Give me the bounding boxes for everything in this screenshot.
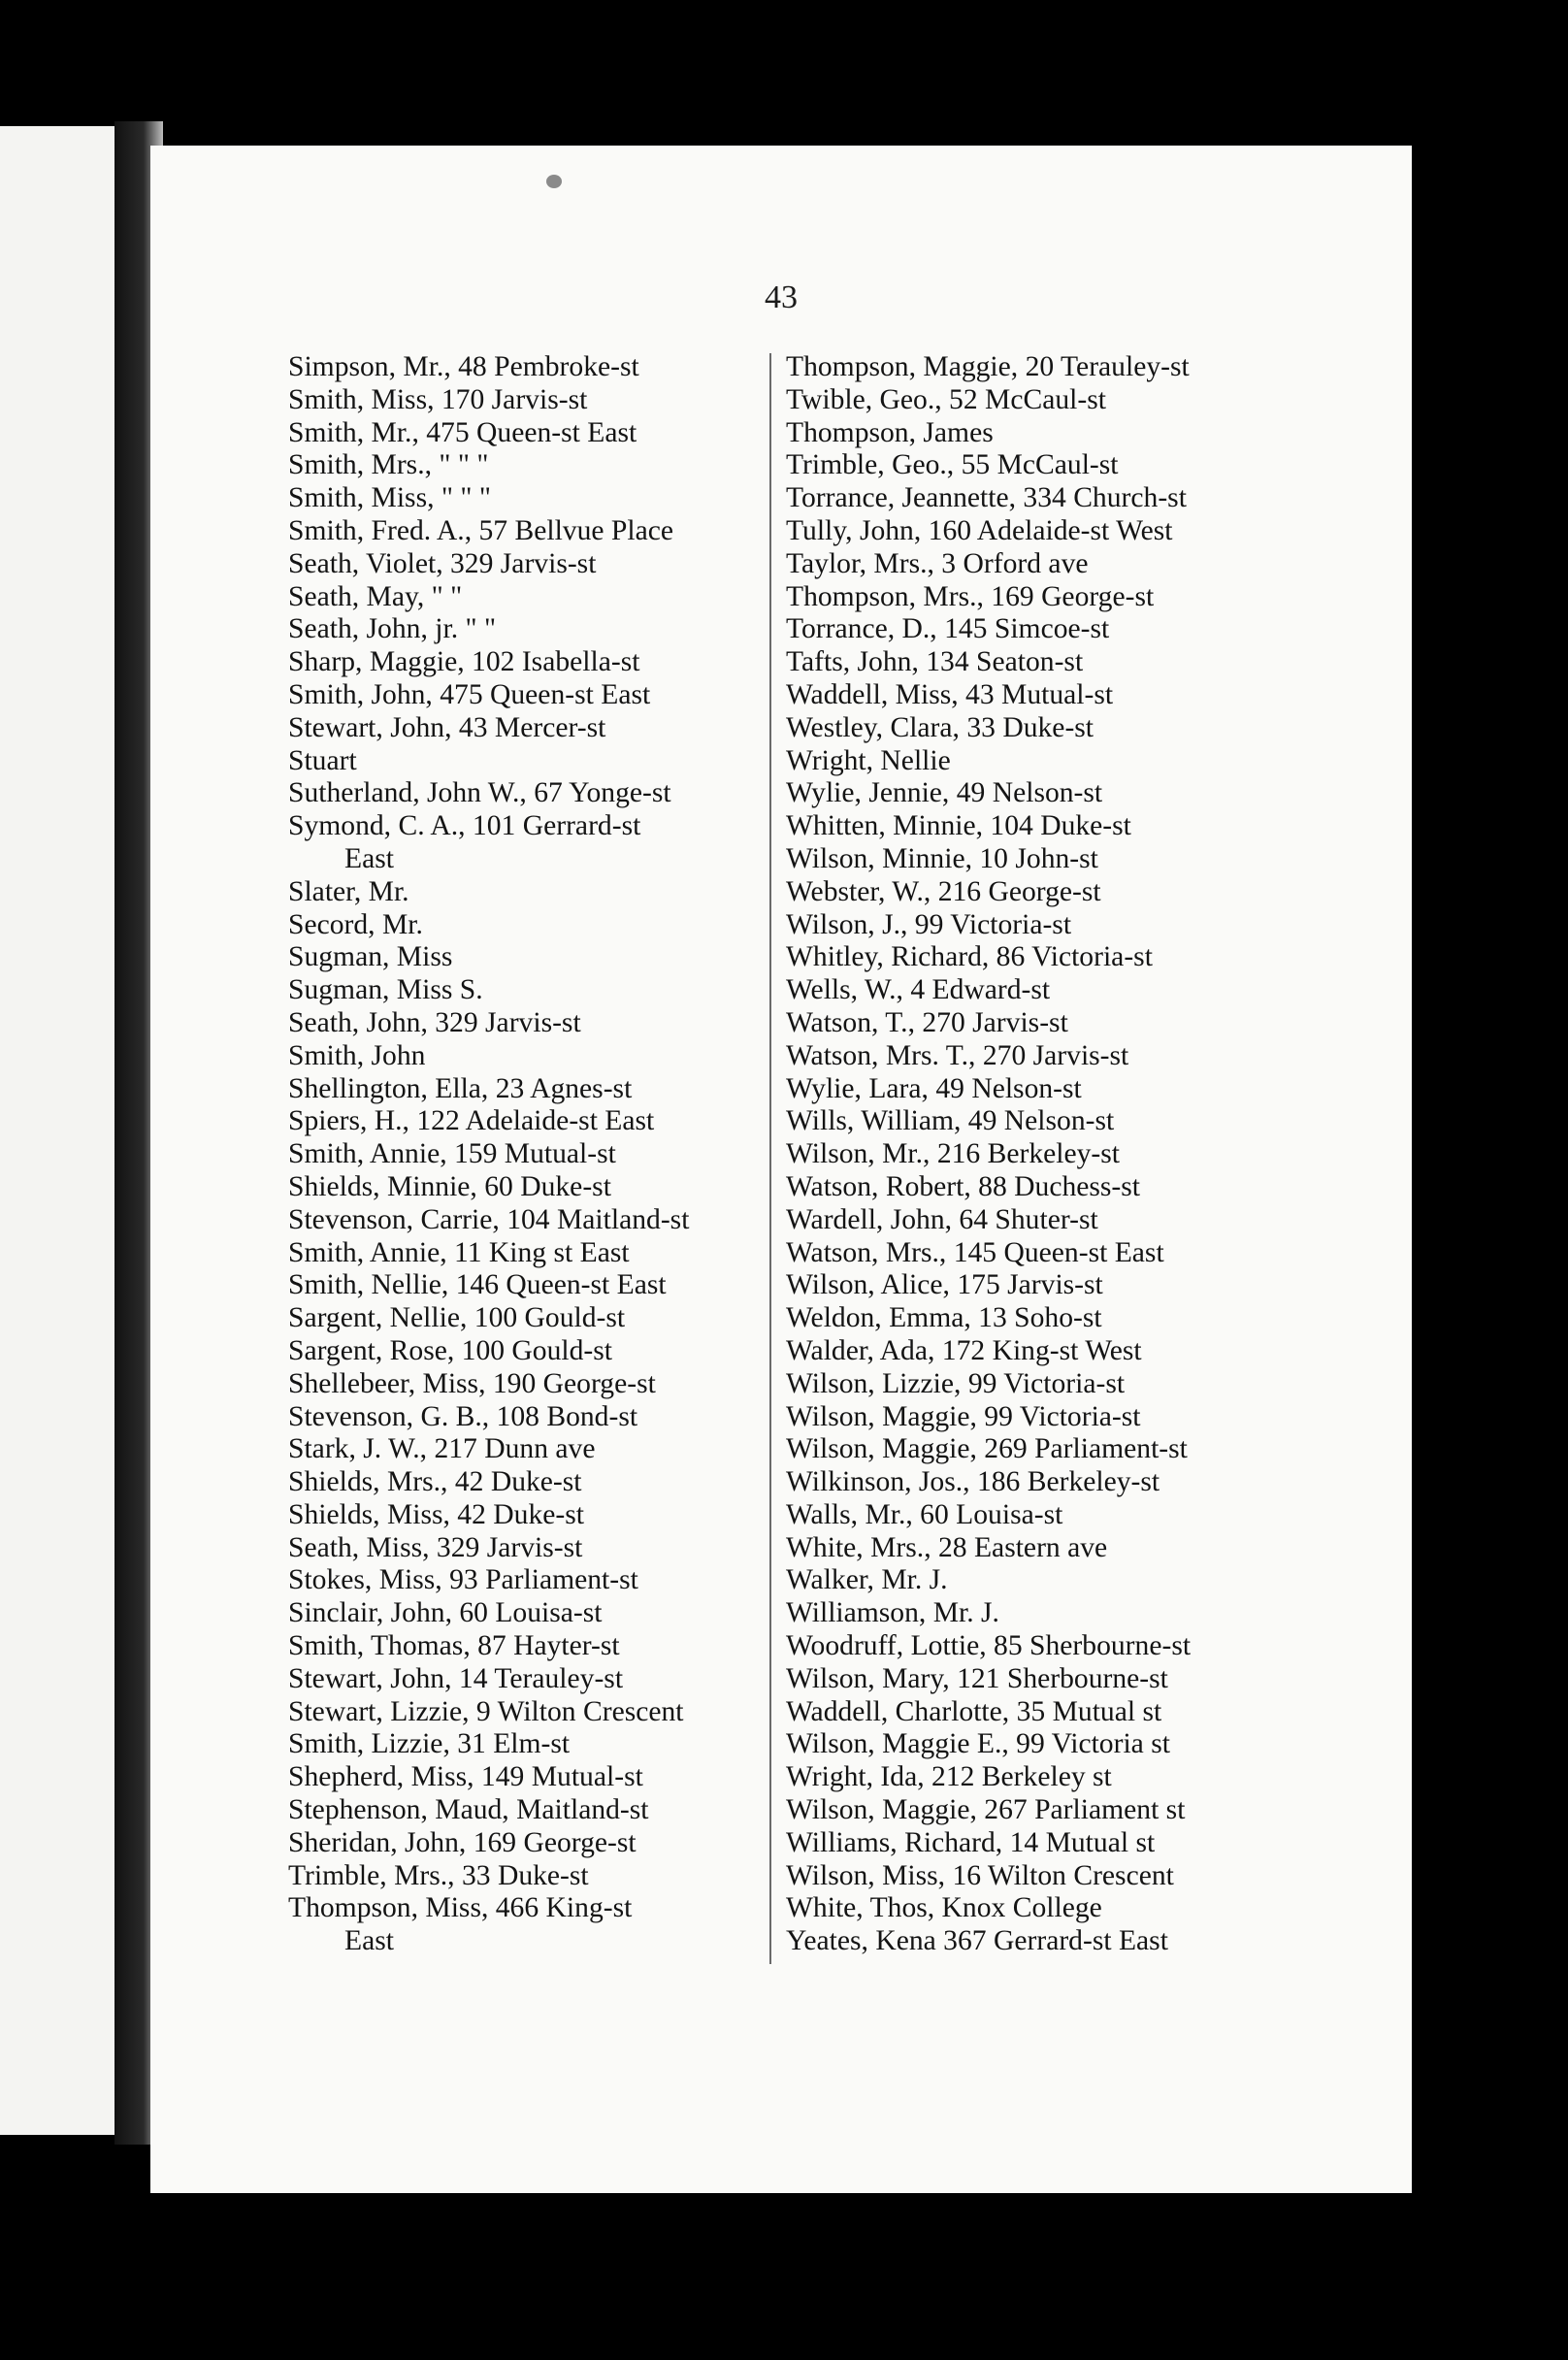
directory-entry: Wilson, J., 99 Victoria-st (786, 908, 1072, 940)
ink-smudge (546, 175, 562, 188)
directory-entry: Stokes, Miss, 93 Parliament-st (288, 1564, 638, 1596)
directory-entry: Wilson, Maggie, 99 Victoria-st (786, 1400, 1141, 1432)
directory-entry: Williamson, Mr. J. (786, 1597, 999, 1629)
directory-entry: Stewart, John, 43 Mercer-st (288, 711, 606, 743)
directory-entry: Stewart, John, 14 Terauley-st (288, 1662, 624, 1694)
directory-entry: Sargent, Nellie, 100 Gould-st (288, 1302, 626, 1334)
directory-entry: Wills, William, 49 Nelson-st (786, 1105, 1115, 1137)
directory-entry: Tully, John, 160 Adelaide-st West (786, 514, 1173, 546)
directory-entry: Sugman, Miss S. (288, 974, 483, 1006)
directory-entry: Smith, Nellie, 146 Queen-st East (288, 1269, 667, 1301)
directory-entry: Watson, T., 270 Jarvis-st (786, 1006, 1068, 1038)
directory-entry: Stuart (288, 744, 357, 776)
directory-entry: Watson, Mrs. T., 270 Jarvis-st (786, 1039, 1129, 1071)
directory-entry: Seath, John, jr. " " (288, 613, 497, 645)
directory-entry: Wilson, Miss, 16 Wilton Crescent (786, 1859, 1174, 1891)
directory-entry: Wright, Nellie (786, 744, 951, 776)
directory-entry: Smith, Mr., 475 Queen-st East (288, 416, 637, 448)
directory-entry: Sharp, Maggie, 102 Isabella-st (288, 646, 640, 678)
right-column (786, 351, 1417, 1958)
directory-entry: Yeates, Kena 367 Gerrard-st East (786, 1925, 1168, 1957)
directory-entry: Wilson, Lizzie, 99 Victoria-st (786, 1367, 1126, 1399)
directory-entry: Sutherland, John W., 67 Yonge-st (288, 777, 671, 809)
directory-entry: Wylie, Lara, 49 Nelson-st (786, 1072, 1082, 1104)
directory-entry: Wardell, John, 64 Shuter-st (786, 1203, 1098, 1235)
directory-entry: Smith, Miss, " " " (288, 482, 491, 514)
directory-entry: Shellington, Ella, 23 Agnes-st (288, 1072, 633, 1104)
directory-entry: Wilson, Maggie E., 99 Victoria st (786, 1728, 1170, 1760)
directory-entry: Smith, Thomas, 87 Hayter-st (288, 1630, 620, 1662)
directory-entry: Twible, Geo., 52 McCaul-st (786, 383, 1106, 415)
directory-entry: East (344, 842, 394, 874)
directory-entry: Smith, Fred. A., 57 Bellvue Place (288, 514, 674, 546)
directory-entry: Watson, Robert, 88 Duchess-st (786, 1170, 1141, 1202)
directory-entry: Secord, Mr. (288, 908, 423, 940)
directory-entry: Smith, Lizzie, 31 Elm-st (288, 1728, 571, 1760)
directory-entry: Whitten, Minnie, 104 Duke-st (786, 810, 1131, 842)
page-number: 43 (765, 279, 798, 315)
directory-entry: Torrance, D., 145 Simcoe-st (786, 613, 1110, 645)
directory-entry: Wilson, Maggie, 267 Parliament st (786, 1794, 1186, 1826)
directory-entry: Shields, Mrs., 42 Duke-st (288, 1466, 582, 1498)
directory-entry: Wilson, Mr., 216 Berkeley-st (786, 1138, 1121, 1170)
directory-entry: Stevenson, Carrie, 104 Maitland-st (288, 1203, 690, 1235)
column-divider (769, 353, 771, 1964)
directory-entry: Seath, Violet, 329 Jarvis-st (288, 547, 597, 579)
directory-entry: Smith, Annie, 159 Mutual-st (288, 1138, 616, 1170)
directory-entry: Wylie, Jennie, 49 Nelson-st (786, 777, 1103, 809)
directory-entry: Williams, Richard, 14 Mutual st (786, 1826, 1156, 1858)
directory-entry: Wilson, Mary, 121 Sherbourne-st (786, 1662, 1168, 1694)
facing-page-edge (0, 126, 114, 2135)
directory-entry: Torrance, Jeannette, 334 Church-st (786, 482, 1187, 514)
directory-entry: East (344, 1925, 394, 1957)
directory-entry: Slater, Mr. (288, 875, 409, 907)
directory-entry: Wells, W., 4 Edward-st (786, 974, 1051, 1006)
directory-entry: Wilkinson, Jos., 186 Berkeley-st (786, 1466, 1160, 1498)
directory-entry: Seath, John, 329 Jarvis-st (288, 1006, 581, 1038)
directory-entry: Shepherd, Miss, 149 Mutual-st (288, 1761, 643, 1793)
directory-entry: Walder, Ada, 172 King-st West (786, 1334, 1142, 1366)
directory-entry: Smith, Annie, 11 King st East (288, 1236, 630, 1268)
directory-entry: Stewart, Lizzie, 9 Wilton Crescent (288, 1695, 684, 1727)
directory-entry: Thompson, Miss, 466 King-st (288, 1892, 633, 1924)
directory-entry: Symond, C. A., 101 Gerrard-st (288, 810, 641, 842)
directory-entry: Waddell, Charlotte, 35 Mutual st (786, 1695, 1162, 1727)
directory-entry: Smith, Miss, 170 Jarvis-st (288, 383, 588, 415)
directory-entry: Seath, Miss, 329 Jarvis-st (288, 1531, 583, 1563)
directory-entry: Trimble, Mrs., 33 Duke-st (288, 1859, 589, 1891)
directory-entry: Shields, Minnie, 60 Duke-st (288, 1170, 611, 1202)
directory-entry: Sheridan, John, 169 George-st (288, 1826, 637, 1858)
directory-entry: Sinclair, John, 60 Louisa-st (288, 1597, 603, 1629)
directory-entry: Walls, Mr., 60 Louisa-st (786, 1498, 1063, 1530)
directory-entry: Watson, Mrs., 145 Queen-st East (786, 1236, 1164, 1268)
directory-entry: Sugman, Miss (288, 941, 453, 973)
directory-entry: Trimble, Geo., 55 McCaul-st (786, 449, 1119, 481)
directory-entry: Thompson, James (786, 416, 994, 448)
directory-entry: Walker, Mr. J. (786, 1564, 948, 1596)
directory-entry: Wilson, Alice, 175 Jarvis-st (786, 1269, 1103, 1301)
directory-entry: Smith, John (288, 1039, 426, 1071)
directory-entry: White, Mrs., 28 Eastern ave (786, 1531, 1108, 1563)
directory-entry: Smith, John, 475 Queen-st East (288, 678, 651, 710)
directory-entry: Thompson, Maggie, 20 Terauley-st (786, 351, 1190, 382)
directory-entry: Whitley, Richard, 86 Victoria-st (786, 941, 1153, 973)
directory-entry: Stephenson, Maud, Maitland-st (288, 1794, 649, 1826)
directory-entry: Spiers, H., 122 Adelaide-st East (288, 1105, 655, 1137)
directory-page (150, 146, 1412, 2193)
directory-entry: Shellebeer, Miss, 190 George-st (288, 1367, 656, 1399)
directory-entry: Wilson, Maggie, 269 Parliament-st (786, 1433, 1188, 1465)
directory-entry: Tafts, John, 134 Seaton-st (786, 646, 1084, 678)
directory-entry: Thompson, Mrs., 169 George-st (786, 580, 1155, 612)
directory-entry: Sargent, Rose, 100 Gould-st (288, 1334, 613, 1366)
directory-entry: Shields, Miss, 42 Duke-st (288, 1498, 584, 1530)
directory-entry: Seath, May, " " (288, 580, 463, 612)
directory-entry: Woodruff, Lottie, 85 Sherbourne-st (786, 1630, 1192, 1662)
directory-entry: Stark, J. W., 217 Dunn ave (288, 1433, 596, 1465)
directory-entry: Smith, Mrs., " " " (288, 449, 489, 481)
directory-entry: Wilson, Minnie, 10 John-st (786, 842, 1098, 874)
directory-entry: Simpson, Mr., 48 Pembroke-st (288, 351, 639, 382)
directory-entry: White, Thos, Knox College (786, 1892, 1102, 1924)
directory-entry: Weldon, Emma, 13 Soho-st (786, 1302, 1102, 1334)
directory-entry: Waddell, Miss, 43 Mutual-st (786, 678, 1114, 710)
directory-entry: Taylor, Mrs., 3 Orford ave (786, 547, 1089, 579)
directory-entry: Webster, W., 216 George-st (786, 875, 1101, 907)
directory-entry: Westley, Clara, 33 Duke-st (786, 711, 1094, 743)
directory-entry: Stevenson, G. B., 108 Bond-st (288, 1400, 638, 1432)
directory-entry: Wright, Ida, 212 Berkeley st (786, 1761, 1112, 1793)
